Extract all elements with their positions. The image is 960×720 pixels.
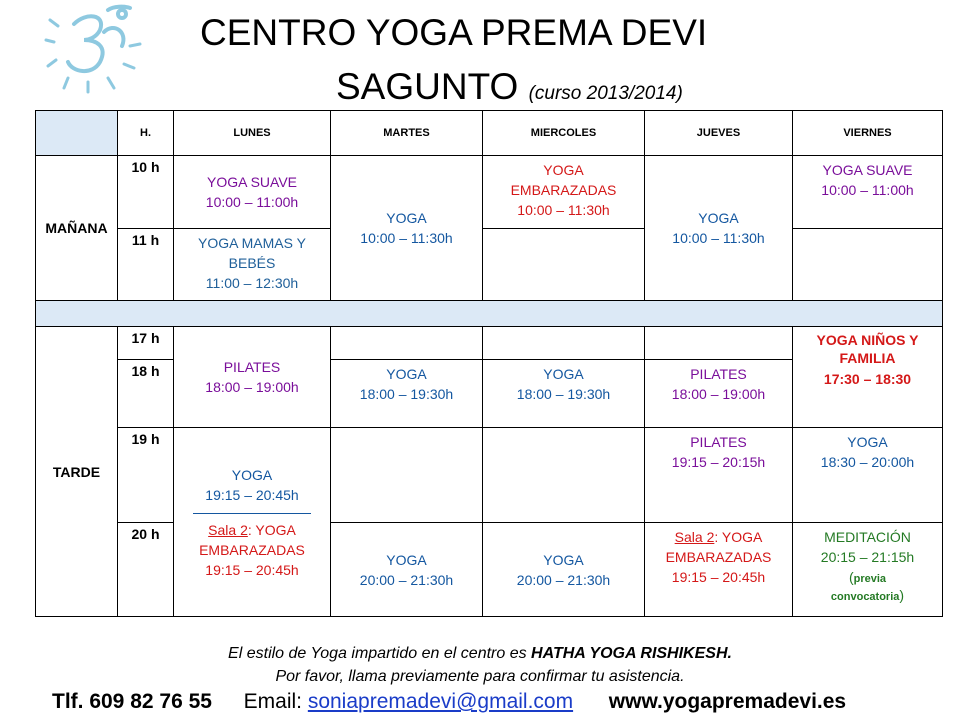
phone-number: Tlf. 609 82 76 55 [52, 690, 212, 713]
note-text: previa convocatoria [830, 573, 900, 603]
room-class-time: 19:15 – 20:45h [205, 561, 299, 578]
class-cell [174, 229, 331, 301]
empty-cell [645, 327, 793, 360]
website-link[interactable]: www.yogapremadevi.es [608, 690, 847, 713]
schedule-table [35, 110, 943, 617]
column-header-hour: H. [118, 111, 174, 156]
hour-label: 11 h [118, 229, 174, 301]
hour-label: 18 h [118, 360, 174, 428]
class-cell [793, 327, 943, 428]
column-header-friday: VIERNES [793, 111, 943, 156]
yoga-style-name: HATHA YOGA RISHIKESH. [531, 645, 732, 662]
break-row [36, 301, 943, 327]
class-name: PILATES [690, 434, 747, 450]
hour-label: 17 h [118, 327, 174, 360]
class-cell [645, 523, 793, 617]
class-time: 10:00 – 11:00h [205, 194, 299, 210]
class-name: YOGA EMBARAZADAS [510, 162, 617, 198]
note-close: ) [899, 587, 905, 603]
class-cell [793, 156, 943, 229]
yoga-style-line [0, 645, 960, 663]
class-name: YOGA [386, 551, 427, 568]
class-time: 18:00 – 19:30h [359, 386, 454, 402]
empty-cell [793, 229, 943, 301]
class-cell [174, 156, 331, 229]
column-header-wednesday: MIERCOLES [483, 111, 645, 156]
column-header-tuesday: MARTES [331, 111, 483, 156]
class-time: 18:30 – 20:00h [820, 454, 915, 470]
center-title: CENTRO YOGA PREMA DEVI [200, 12, 708, 53]
om-logo [44, 2, 144, 94]
class-time: 19:15 – 20:45h [671, 569, 766, 585]
class-time: 19:15 – 20:45h [205, 486, 299, 503]
contact-line [52, 690, 846, 714]
class-name: MEDITACIÓN [824, 529, 911, 545]
class-name: YOGA SUAVE [207, 174, 297, 190]
class-cell [793, 428, 943, 523]
class-time: 10:00 – 11:30h [672, 230, 765, 246]
class-cell [331, 156, 483, 301]
class-cell [645, 360, 793, 428]
period-afternoon: TARDE [36, 327, 118, 617]
class-name: YOGA [847, 434, 888, 450]
room-class-name: : YOGA EMBARAZADAS [199, 521, 305, 558]
class-time: 10:00 – 11:30h [360, 230, 453, 246]
class-name: YOGA [698, 210, 739, 226]
city-name: SAGUNTO [336, 66, 519, 107]
class-time: 18:00 – 19:00h [205, 379, 299, 395]
class-cell [331, 523, 483, 617]
room-label: Sala 2 [674, 529, 715, 545]
hour-label: 19 h [118, 428, 174, 523]
email-link[interactable]: soniapremadevi@gmail.com [307, 690, 574, 713]
empty-cell [483, 327, 645, 360]
class-cell [483, 523, 645, 617]
class-name: PILATES [690, 366, 747, 382]
class-name: YOGA [386, 366, 427, 382]
class-time: 18:00 – 19:30h [516, 386, 611, 402]
empty-cell [483, 428, 645, 523]
class-cell [174, 327, 331, 428]
class-time: 20:15 – 21:15h [820, 549, 915, 565]
class-name: YOGA [543, 366, 584, 382]
class-name: YOGA NIÑOS Y FAMILIA [816, 332, 919, 366]
class-time: 10:00 – 11:30h [517, 202, 610, 218]
yoga-style-text: El estilo de Yoga impartido en el centro es [228, 645, 532, 662]
class-cell [645, 156, 793, 301]
class-name: YOGA MAMAS Y BEBÉS [198, 235, 306, 271]
hour-label: 20 h [118, 523, 174, 617]
class-cell [483, 156, 645, 229]
city-title [336, 68, 683, 105]
class-name: YOGA [543, 551, 584, 568]
class-time: 20:00 – 21:30h [516, 571, 611, 588]
class-name: YOGA SUAVE [822, 162, 913, 178]
class-cell [645, 428, 793, 523]
class-name: YOGA [386, 210, 427, 226]
corner-cell [36, 111, 118, 156]
class-time: 10:00 – 11:00h [821, 182, 914, 198]
divider [193, 513, 311, 514]
class-note [818, 569, 918, 605]
class-time: 20:00 – 21:30h [359, 571, 454, 588]
class-name: YOGA [231, 466, 273, 483]
column-header-monday: LUNES [174, 111, 331, 156]
email-label: Email: [243, 690, 308, 713]
period-morning: MAÑANA [36, 156, 118, 301]
attendance-notice: Por favor, llama previamente para confirmar tu asistencia. [275, 668, 685, 685]
room-class [645, 527, 792, 567]
empty-cell [331, 327, 483, 360]
class-cell [331, 360, 483, 428]
class-time: 18:00 – 19:00h [671, 386, 766, 402]
column-header-thursday: JUEVES [645, 111, 793, 156]
room-label: Sala 2 [208, 521, 248, 538]
class-cell [174, 428, 331, 617]
hour-label: 10 h [118, 156, 174, 229]
empty-cell [331, 428, 483, 523]
class-time: 11:00 – 12:30h [205, 275, 299, 291]
empty-cell [483, 229, 645, 301]
room-class [174, 520, 330, 560]
class-cell [483, 360, 645, 428]
note-open: ( [848, 569, 854, 585]
class-name: : YOGA EMBARAZADAS [665, 529, 772, 565]
class-time: 19:15 – 20:15h [671, 454, 766, 470]
class-time: 17:30 – 18:30 [823, 371, 912, 387]
course-year: (curso 2013/2014) [528, 83, 683, 104]
class-name: PILATES [223, 359, 281, 375]
class-cell [793, 523, 943, 617]
